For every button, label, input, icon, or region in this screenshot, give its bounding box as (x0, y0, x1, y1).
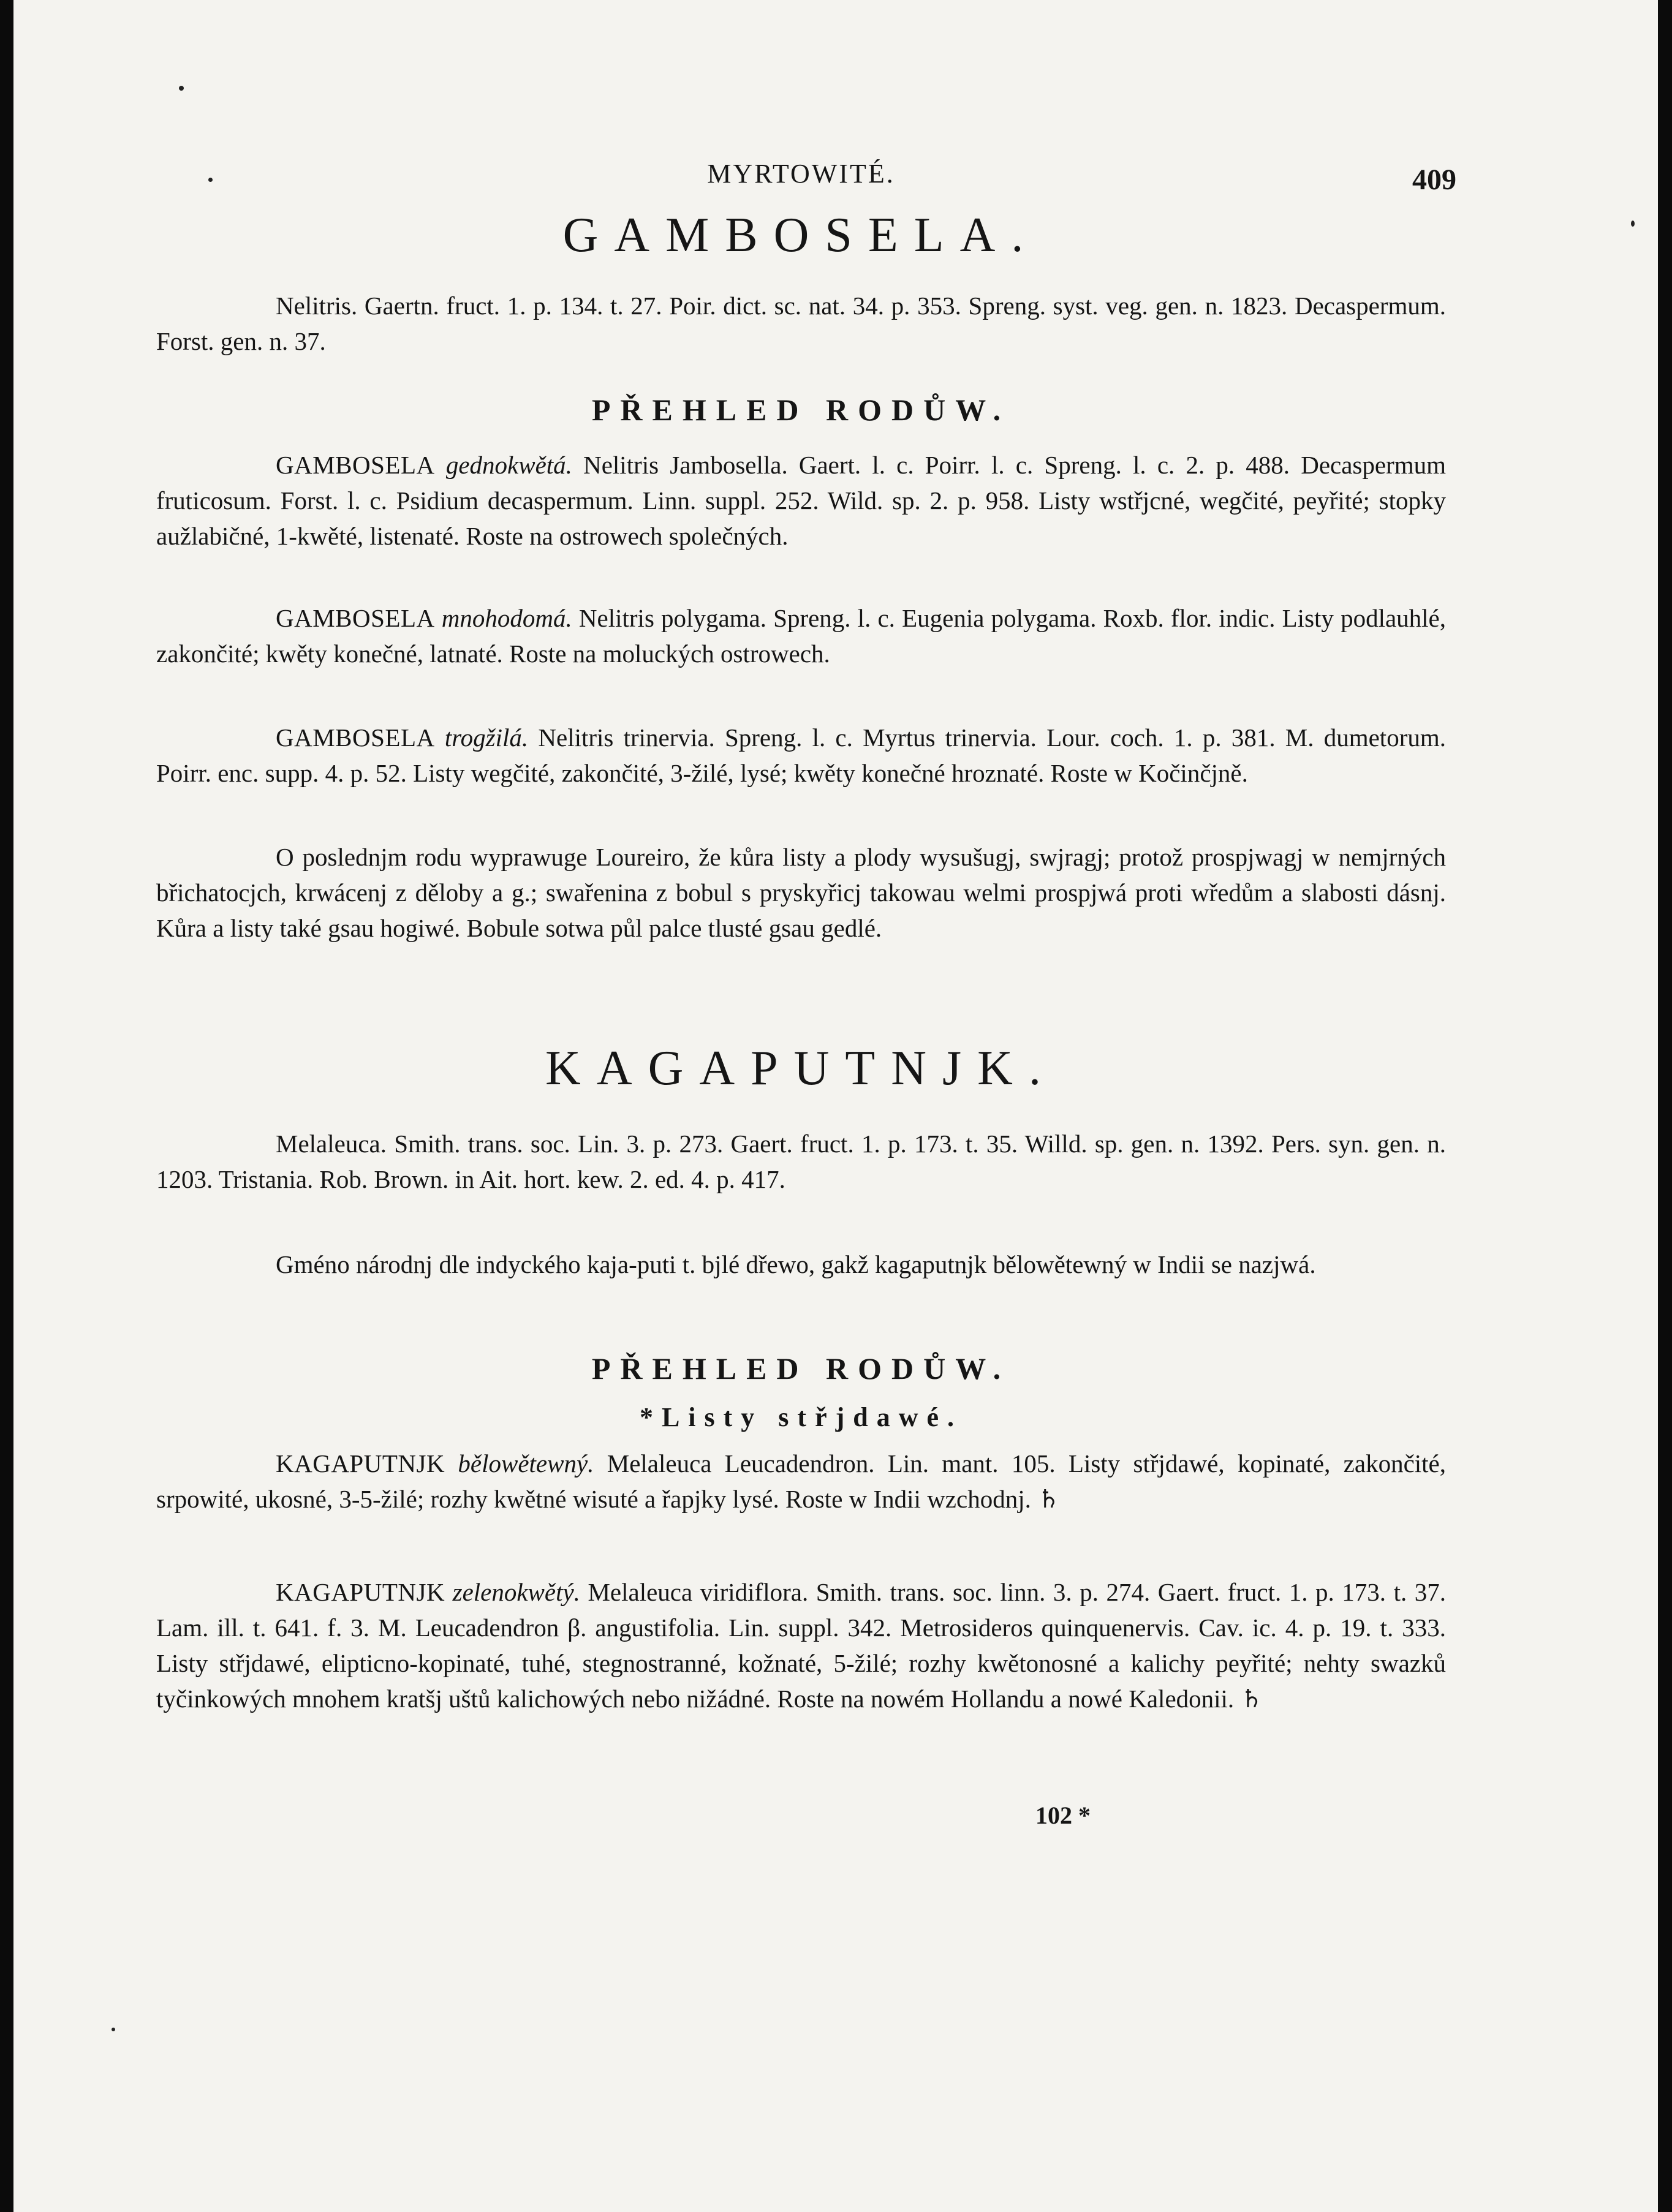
genus-title-kagaputnjk: KAGAPUTNJK. (545, 1041, 1057, 1095)
subsection-heading: *Listy střjdawé. (639, 1402, 963, 1432)
species-epithet: mnohodomá. (441, 604, 572, 632)
species-epithet: trogžilá. (444, 723, 529, 752)
speck (1631, 221, 1635, 227)
speck (112, 2028, 115, 2031)
species-name: GAMBOSELA (276, 451, 435, 479)
book-page (13, 0, 1658, 2212)
species-description: Nelitris Jambosella. Gaert. l. c. Poirr. l. c. Spreng. l. c. 2. p. 488. Decaspermum fruticosum. Forst. l. c. Psidium decaspermum. Linn. suppl. 252. Wild. sp. 2. p. 958. Listy wstřjcné, wegčité, peyřité; stopky aužlabičné, 1-kwěté, listenaté. Roste na ostrowech společných. (156, 451, 1447, 550)
overview-heading-gambosela: PŘEHLED RODŮW. (591, 393, 1011, 427)
species-entry (156, 447, 1446, 554)
gambosela-note: O poslednjm rodu wyprawuge Loureiro, že kůra listy a plody wysušugj, swjragj; protož prospjwagj w nemjrných břichatocjch, krwácenj z děloby a g.; swařenina z bobul s pryskyřicj takowau welmi prospjwá proti wředům a slabosti dásnj. Kůra a listy také gsau hogiwé. Bobule sotwa půl palce tlusté gsau gedlé. (156, 843, 1446, 942)
species-epithet: zelenokwětý. (452, 1578, 580, 1606)
kagaputnjk-synonyms: Melaleuca. Smith. trans. soc. Lin. 3. p. 273. Gaert. fruct. 1. p. 173. t. 35. Willd. sp. gen. n. 1392. Pers. syn. gen. n. 1203. Tristania. Rob. Brown. in Ait. hort. kew. 2. ed. 4. p. 417. (156, 1130, 1446, 1193)
species-description: Nelitris trinervia. Spreng. l. c. Myrtus trinervia. Lour. coch. 1. p. 381. M. dumetorum. Poirr. enc. supp. 4. p. 52. Listy wegčité, zakončité, 3-žilé, lysé; kwěty konečné hroznaté. Roste w Kočinčjně. (156, 723, 1446, 787)
overview-heading-kagaputnjk: PŘEHLED RODŮW. (591, 1351, 1011, 1386)
running-title: MYRTOWITÉ. (707, 159, 895, 189)
species-name: KAGAPUTNJK (276, 1578, 445, 1606)
species-epithet: gednokwětá. (445, 451, 572, 479)
page-number: 409 (1412, 164, 1456, 196)
speck (179, 86, 184, 91)
printer-signature: 102 * (1035, 1802, 1091, 1829)
kagaputnjk-etymology: Gméno národnj dle indyckého kaja-puti t. bjlé dřewo, gakž kagaputnjk bělowětewný w Indii se nazjwá. (276, 1250, 1316, 1278)
page-header (156, 156, 1456, 196)
species-name: KAGAPUTNJK (276, 1449, 445, 1478)
species-description: Nelitris polygama. Spreng. l. c. Eugenia polygama. Roxb. flor. indic. Listy podlauhlé, zakončité; kwěty konečné, latnaté. Roste na moluckých ostrowech. (156, 604, 1446, 668)
species-description: Melaleuca Leucadendron. Lin. mant. 105. Listy střjdawé, kopinaté, zakončité, srpowité, ukosné, 3-5-žilé; rozhy kwětné wisuté a řapjky lysé. Roste w Indii wzchodnj. ♄ (156, 1449, 1447, 1513)
species-epithet: bělowětewný. (458, 1449, 594, 1478)
genus-title-gambosela: GAMBOSELA. (562, 208, 1040, 262)
species-entry (156, 1574, 1446, 1716)
species-entry (156, 720, 1446, 791)
species-entry (156, 600, 1446, 671)
species-name: GAMBOSELA (276, 604, 435, 632)
species-entry (156, 1446, 1446, 1517)
gambosela-synonyms: Nelitris. Gaertn. fruct. 1. p. 134. t. 27. Poir. dict. sc. nat. 34. p. 353. Spreng. syst. veg. gen. n. 1823. Decaspermum. Forst. gen. n. 37. (156, 292, 1446, 355)
species-name: GAMBOSELA (276, 723, 435, 752)
species-description: Melaleuca viridiflora. Smith. trans. soc. linn. 3. p. 274. Gaert. fruct. 1. p. 173. t. 37. Lam. ill. t. 641. f. 3. M. Leucadendron β. angustifolia. Lin. suppl. 342. Metrosideros quinquenervis. Cav. ic. 4. p. 19. t. 333. Listy střjdawé, elipticno-kopinaté, tuhé, stegnostranné, kožnaté, 5-žilé; rozhy kwětonosné a kalichy peyřité; nehty swazků tyčinkowých mnohem kratšj uštů kalichowých nebo nižádné. Roste na nowém Hollandu a nowé Kaledonii. ♄ (156, 1578, 1446, 1713)
